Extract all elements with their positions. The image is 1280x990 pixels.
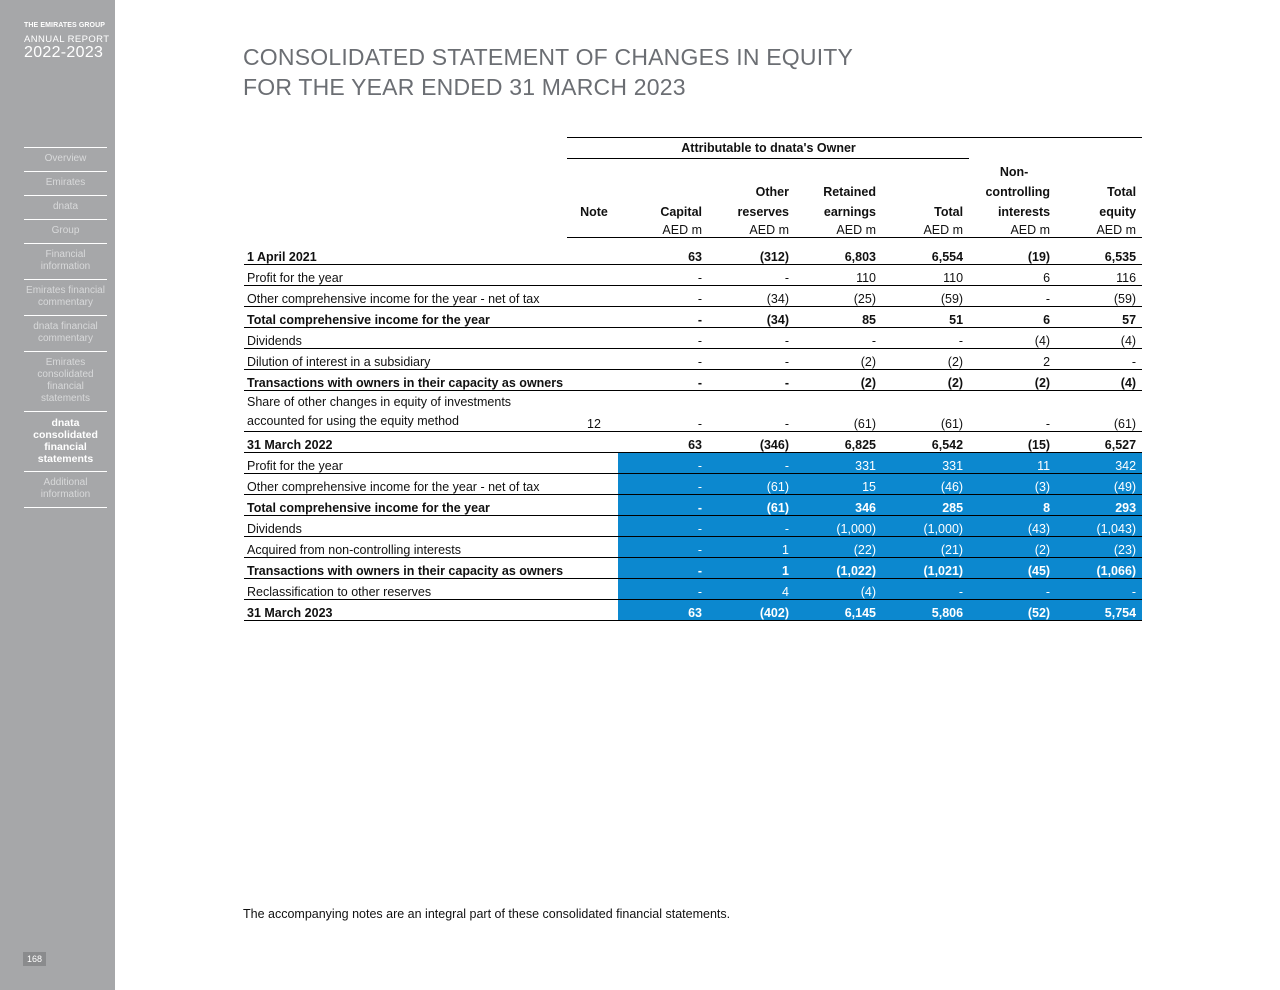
cell-other-reserves: 1: [708, 558, 795, 579]
cell-nci: 6: [969, 265, 1056, 286]
row-label: 31 March 2022: [244, 432, 567, 453]
nav-item-overview[interactable]: Overview: [24, 148, 107, 172]
cell-capital: -: [618, 391, 708, 432]
cell-nci: (2): [969, 370, 1056, 391]
row-note: [567, 328, 618, 349]
cell-nci: 2: [969, 349, 1056, 370]
table-row: [244, 600, 1142, 621]
cell-total: 285: [882, 495, 969, 516]
cell-capital: 63: [618, 600, 708, 621]
cell-retained-earnings: (1,000): [795, 516, 882, 537]
cell-capital: -: [618, 286, 708, 307]
cell-other-reserves: -: [708, 516, 795, 537]
nav-item-emirates-consolidated-financial-statements[interactable]: Emirates consolidated financial statements: [24, 352, 107, 412]
cell-capital: -: [618, 495, 708, 516]
row-label: Other comprehensive income for the year - net of tax: [244, 474, 567, 495]
cell-total: 6,542: [882, 432, 969, 453]
row-note: [567, 537, 618, 558]
row-note: [567, 349, 618, 370]
cell-total-equity: (61): [1056, 391, 1142, 432]
unit-nci: AED m: [969, 219, 1056, 238]
cell-capital: -: [618, 349, 708, 370]
table-row: [244, 265, 1142, 286]
cell-retained-earnings: 110: [795, 265, 882, 286]
row-note: [567, 286, 618, 307]
row-label: Total comprehensive income for the year: [244, 495, 567, 516]
row-note: 12: [567, 391, 618, 432]
row-label: Dilution of interest in a subsidiary: [244, 349, 567, 370]
cell-retained-earnings: 15: [795, 474, 882, 495]
row-label: 31 March 2023: [244, 600, 567, 621]
nav-item-emirates[interactable]: Emirates: [24, 172, 107, 196]
table-row: [244, 432, 1142, 453]
row-label: Dividends: [244, 516, 567, 537]
cell-total-equity: (4): [1056, 328, 1142, 349]
cell-nci: (19): [969, 238, 1056, 265]
cell-other-reserves: -: [708, 328, 795, 349]
row-note: [567, 600, 618, 621]
cell-capital: -: [618, 579, 708, 600]
cell-capital: 63: [618, 238, 708, 265]
brand-year: 2022-2023: [24, 44, 104, 61]
table-row: [244, 516, 1142, 537]
cell-retained-earnings: (22): [795, 537, 882, 558]
cell-nci: (52): [969, 600, 1056, 621]
cell-retained-earnings: 6,803: [795, 238, 882, 265]
cell-total-equity: 6,535: [1056, 238, 1142, 265]
sidebar: [0, 0, 115, 990]
cell-total-equity: 342: [1056, 453, 1142, 474]
cell-other-reserves: (402): [708, 600, 795, 621]
header-retained-2: earnings: [823, 205, 876, 219]
table-row: [244, 579, 1142, 600]
table-row: [244, 495, 1142, 516]
cell-capital: -: [618, 453, 708, 474]
row-label-line-2: accounted for using the equity method: [247, 414, 459, 428]
table-row: [244, 349, 1142, 370]
cell-other-reserves: -: [708, 453, 795, 474]
header-total-equity-2: equity: [1099, 205, 1137, 219]
header-total: Total: [934, 205, 964, 219]
header-nci-3: interests: [997, 205, 1051, 219]
unit-total-equity: AED m: [1056, 219, 1142, 238]
cell-nci: -: [969, 579, 1056, 600]
footnote: The accompanying notes are an integral part of these consolidated financial statements.: [243, 907, 731, 921]
cell-other-reserves: (346): [708, 432, 795, 453]
row-label: Reclassification to other reserves: [244, 579, 567, 600]
cell-nci: (4): [969, 328, 1056, 349]
cell-other-reserves: (34): [708, 286, 795, 307]
brand-group-name: THE EMIRATES GROUP: [24, 22, 106, 29]
cell-total: 6,554: [882, 238, 969, 265]
header-capital: Capital: [660, 205, 702, 219]
row-label: Profit for the year: [244, 453, 567, 474]
cell-retained-earnings: 6,145: [795, 600, 882, 621]
equity-statement-body: [244, 238, 1142, 621]
table-row: [244, 391, 1142, 432]
cell-nci: -: [969, 286, 1056, 307]
table-row: [244, 286, 1142, 307]
row-label: [244, 391, 567, 432]
table-row: [244, 328, 1142, 349]
cell-capital: -: [618, 307, 708, 328]
cell-other-reserves: (61): [708, 495, 795, 516]
cell-nci: (3): [969, 474, 1056, 495]
row-note: [567, 558, 618, 579]
unit-total: AED m: [882, 219, 969, 238]
cell-retained-earnings: (2): [795, 370, 882, 391]
cell-total: (46): [882, 474, 969, 495]
row-label: Profit for the year: [244, 265, 567, 286]
brand-block: [24, 22, 108, 61]
table-row: [244, 307, 1142, 328]
cell-total-equity: 116: [1056, 265, 1142, 286]
cell-other-reserves: 1: [708, 537, 795, 558]
header-other-reserves-2: reserves: [737, 205, 789, 219]
cell-total: (1,021): [882, 558, 969, 579]
cell-total-equity: (23): [1056, 537, 1142, 558]
cell-total-equity: 6,527: [1056, 432, 1142, 453]
header-nci-1: Non-: [999, 165, 1029, 179]
cell-total: 331: [882, 453, 969, 474]
row-note: [567, 265, 618, 286]
nav-item-dnata-consolidated-financial-statements[interactable]: dnata consolidated financial statements: [24, 412, 107, 472]
sidebar-nav: [24, 147, 107, 508]
row-label-line-1: Share of other changes in equity of investments: [247, 395, 512, 409]
cell-other-reserves: -: [708, 265, 795, 286]
nav-item-dnata[interactable]: dnata: [24, 196, 107, 220]
cell-other-reserves: -: [708, 370, 795, 391]
cell-nci: 8: [969, 495, 1056, 516]
row-note: [567, 516, 618, 537]
nav-item-additional-information[interactable]: Additional information: [24, 472, 107, 508]
table-row: [244, 453, 1142, 474]
unit-other-reserves: AED m: [708, 219, 795, 238]
table-row: [244, 558, 1142, 579]
cell-retained-earnings: (25): [795, 286, 882, 307]
cell-other-reserves: (312): [708, 238, 795, 265]
cell-total-equity: (1,043): [1056, 516, 1142, 537]
cell-nci: -: [969, 391, 1056, 432]
row-note: [567, 579, 618, 600]
cell-total: (59): [882, 286, 969, 307]
page-title-line-2: FOR THE YEAR ENDED 31 MARCH 2023: [243, 74, 686, 100]
nav-item-emirates-financial-commentary[interactable]: Emirates financial commentary: [24, 280, 107, 316]
cell-total-equity: 293: [1056, 495, 1142, 516]
page-title-line-1: CONSOLIDATED STATEMENT OF CHANGES IN EQUITY: [243, 44, 854, 70]
cell-nci: 6: [969, 307, 1056, 328]
row-note: [567, 307, 618, 328]
header-other-reserves-1: Other: [755, 185, 789, 199]
cell-total-equity: (59): [1056, 286, 1142, 307]
row-label: Transactions with owners in their capacity as owners: [244, 370, 567, 391]
row-note: [567, 453, 618, 474]
cell-other-reserves: -: [708, 349, 795, 370]
cell-retained-earnings: 346: [795, 495, 882, 516]
cell-nci: (2): [969, 537, 1056, 558]
table-row: [244, 474, 1142, 495]
cell-other-reserves: 4: [708, 579, 795, 600]
cell-retained-earnings: -: [795, 328, 882, 349]
cell-nci: 11: [969, 453, 1056, 474]
cell-retained-earnings: 331: [795, 453, 882, 474]
row-label: Dividends: [244, 328, 567, 349]
cell-total: (1,000): [882, 516, 969, 537]
row-label: 1 April 2021: [244, 238, 567, 265]
cell-total: -: [882, 579, 969, 600]
cell-capital: -: [618, 537, 708, 558]
cell-total: (61): [882, 391, 969, 432]
cell-retained-earnings: 6,825: [795, 432, 882, 453]
cell-retained-earnings: 85: [795, 307, 882, 328]
cell-retained-earnings: (2): [795, 349, 882, 370]
table-row: [244, 238, 1142, 265]
row-label: Other comprehensive income for the year - net of tax: [244, 286, 567, 307]
row-note: [567, 238, 618, 265]
page-number: 168: [23, 952, 46, 966]
row-label: Acquired from non-controlling interests: [244, 537, 567, 558]
cell-total: (2): [882, 349, 969, 370]
cell-total: (2): [882, 370, 969, 391]
row-note: [567, 474, 618, 495]
cell-retained-earnings: (4): [795, 579, 882, 600]
cell-total-equity: (49): [1056, 474, 1142, 495]
cell-other-reserves: -: [708, 391, 795, 432]
nav-item-group[interactable]: Group: [24, 220, 107, 244]
cell-capital: -: [618, 558, 708, 579]
cell-retained-earnings: (1,022): [795, 558, 882, 579]
equity-statement-table: [244, 137, 1142, 621]
page-title: [243, 42, 853, 102]
table-row: [244, 370, 1142, 391]
cell-total-equity: -: [1056, 579, 1142, 600]
cell-other-reserves: (34): [708, 307, 795, 328]
cell-nci: (15): [969, 432, 1056, 453]
attributable-header: Attributable to dnata's Owner: [567, 138, 969, 159]
header-note: Note: [580, 205, 608, 219]
header-retained-1: Retained: [823, 185, 876, 199]
header-total-equity-1: Total: [1107, 185, 1137, 199]
cell-total: 5,806: [882, 600, 969, 621]
cell-capital: 63: [618, 432, 708, 453]
cell-total-equity: (1,066): [1056, 558, 1142, 579]
cell-retained-earnings: (61): [795, 391, 882, 432]
brand-annual-report: ANNUAL REPORT: [24, 34, 110, 45]
nav-item-dnata-financial-commentary[interactable]: dnata financial commentary: [24, 316, 107, 352]
row-label: Transactions with owners in their capacity as owners: [244, 558, 567, 579]
cell-total-equity: -: [1056, 349, 1142, 370]
cell-capital: -: [618, 516, 708, 537]
cell-capital: -: [618, 265, 708, 286]
cell-total-equity: 5,754: [1056, 600, 1142, 621]
cell-capital: -: [618, 474, 708, 495]
cell-other-reserves: (61): [708, 474, 795, 495]
cell-nci: (45): [969, 558, 1056, 579]
unit-retained-earnings: AED m: [795, 219, 882, 238]
nav-item-financial-information[interactable]: Financial information: [24, 244, 107, 280]
cell-total: 110: [882, 265, 969, 286]
row-note: [567, 432, 618, 453]
cell-capital: -: [618, 328, 708, 349]
row-label: Total comprehensive income for the year: [244, 307, 567, 328]
row-note: [567, 495, 618, 516]
unit-capital: AED m: [618, 219, 708, 238]
table-row: [244, 537, 1142, 558]
cell-total-equity: 57: [1056, 307, 1142, 328]
cell-total-equity: (4): [1056, 370, 1142, 391]
cell-capital: -: [618, 370, 708, 391]
cell-total: -: [882, 328, 969, 349]
cell-total: (21): [882, 537, 969, 558]
row-note: [567, 370, 618, 391]
header-nci-2: controlling: [985, 185, 1051, 199]
cell-nci: (43): [969, 516, 1056, 537]
cell-total: 51: [882, 307, 969, 328]
